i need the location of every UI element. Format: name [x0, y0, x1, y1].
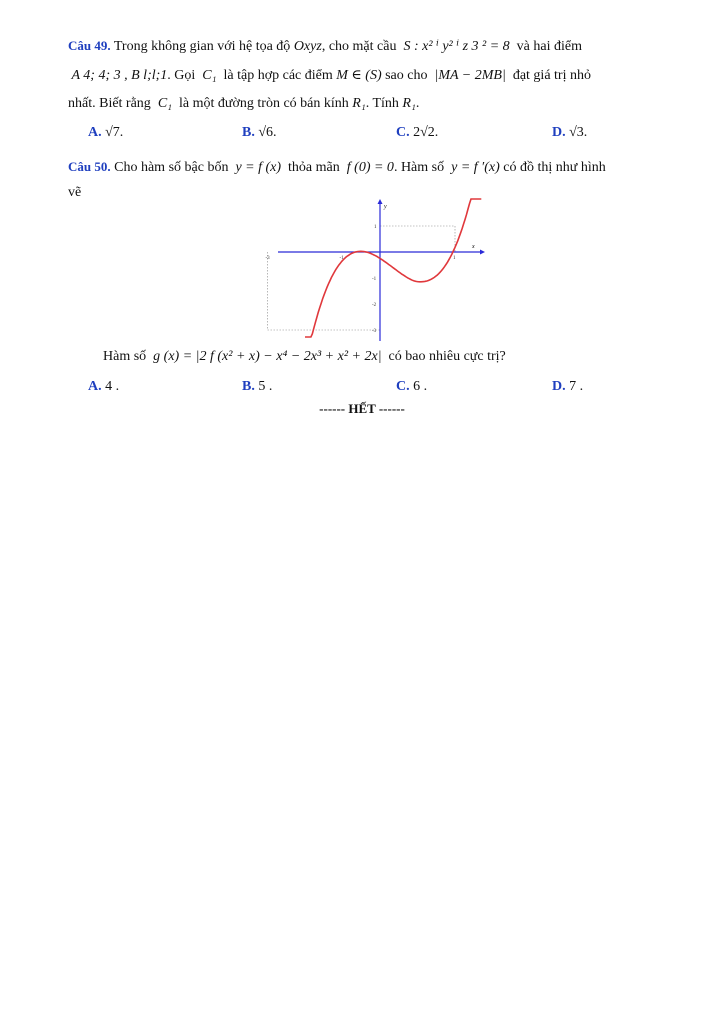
- q49-math-m: M ∈ (S): [336, 68, 382, 83]
- q49-text: là một đường tròn có bán kính: [179, 96, 349, 111]
- q49-text: . Tính: [365, 96, 399, 111]
- q50-math-fx: y = f (x): [235, 160, 282, 175]
- option-value: √3.: [569, 125, 588, 140]
- q50-text: . Hàm số: [393, 160, 445, 175]
- end-marker: ------ HẾT ------: [319, 401, 405, 416]
- q49-math-r1: R₁: [402, 96, 416, 111]
- option-value: √7.: [105, 125, 124, 140]
- option-label: C.: [396, 379, 410, 394]
- q50-option-a[interactable]: [88, 379, 119, 395]
- q50-option-d[interactable]: [552, 379, 583, 395]
- q49-math-c1: C₁: [157, 96, 173, 111]
- q49-option-a[interactable]: [88, 125, 123, 141]
- tick-label: -2: [372, 303, 377, 308]
- tick-label: -3: [372, 329, 377, 334]
- option-value: 7 .: [569, 379, 584, 394]
- q49-text: . Gọi: [167, 68, 196, 83]
- q49-text: nhất. Biết rằng: [68, 96, 151, 111]
- q50-line-1: [68, 159, 606, 176]
- q50-math-gx: g (x) = |2 f (x² + x) − x⁴ − 2x³ + x² + 2x|: [153, 349, 382, 364]
- q50-text: thỏa mãn: [288, 160, 340, 175]
- option-value: 4 .: [105, 379, 120, 394]
- q49-math-c1: C₁: [202, 68, 217, 83]
- q49-line-2: [68, 67, 591, 84]
- q49-line-1: [68, 38, 582, 55]
- q49-text: và hai điểm: [516, 39, 582, 54]
- option-label: C.: [396, 125, 410, 140]
- x-axis-label: x: [472, 244, 475, 250]
- q49-text: sao cho: [385, 68, 428, 83]
- q49-label: Câu 49.: [68, 38, 111, 53]
- option-label: B.: [242, 379, 255, 394]
- option-value: √6.: [258, 125, 277, 140]
- q50-line-2: [68, 185, 81, 201]
- q49-text: đạt giá trị nhỏ: [512, 68, 591, 83]
- tick-label: 1: [374, 225, 377, 230]
- tick-label: -1: [372, 277, 377, 282]
- q50-math-f0: f (0) = 0: [346, 160, 394, 175]
- q49-math-sphere: S : x² ⁱ y² ⁱ z 3 ² = 8: [403, 39, 510, 54]
- q49-text: Trong không gian với hệ tọa độ: [113, 39, 291, 54]
- q49-math-points: A 4; 4; 3 , B l;l;1: [71, 68, 168, 83]
- option-label: D.: [552, 125, 566, 140]
- q50-question: [103, 349, 506, 365]
- q50-label: Câu 50.: [68, 159, 111, 174]
- graph-guides: [265, 226, 456, 330]
- tick-label: -3: [265, 256, 270, 261]
- q49-line-3: [68, 96, 419, 112]
- option-value: 2√2.: [413, 125, 439, 140]
- y-axis-label: y: [384, 204, 387, 210]
- tick-label: 1: [453, 256, 456, 261]
- derivative-graph: [265, 197, 490, 342]
- option-label: A.: [88, 379, 102, 394]
- q50-math-fprime: y = f ′(x): [451, 160, 500, 175]
- q50-text: có đồ thị như hình: [503, 160, 606, 175]
- q50-option-b[interactable]: [242, 379, 272, 395]
- q50-text: vẽ: [68, 185, 82, 200]
- q49-text: .: [415, 96, 420, 111]
- graph-curve: [305, 199, 481, 337]
- q50-text: Cho hàm số bậc bốn: [114, 160, 229, 175]
- q49-option-d[interactable]: [552, 125, 587, 141]
- tick-label: -1: [339, 256, 344, 261]
- option-value: 5 .: [258, 379, 273, 394]
- x-axis-arrow: [480, 250, 485, 255]
- option-label: D.: [552, 379, 566, 394]
- q49-option-b[interactable]: [242, 125, 277, 141]
- q50-text: có bao nhiêu cực trị?: [388, 349, 506, 364]
- graph-axes: [278, 199, 485, 341]
- option-label: B.: [242, 125, 255, 140]
- q50-text: Hàm số: [103, 349, 147, 364]
- q49-text: là tập hợp các điểm: [223, 68, 333, 83]
- q49-option-c[interactable]: [396, 125, 438, 141]
- y-axis-arrow: [378, 199, 383, 204]
- q49-math-abs: |MA − 2MB|: [434, 68, 506, 83]
- q49-text: , cho mặt cầu: [321, 39, 397, 54]
- option-label: A.: [88, 125, 102, 140]
- option-value: 6 .: [413, 379, 428, 394]
- graph-ticks: [266, 225, 457, 334]
- q49-math-oxyz: Oxyz: [293, 39, 322, 54]
- q49-math-r1: R₁: [352, 96, 366, 111]
- q50-option-c[interactable]: [396, 379, 427, 395]
